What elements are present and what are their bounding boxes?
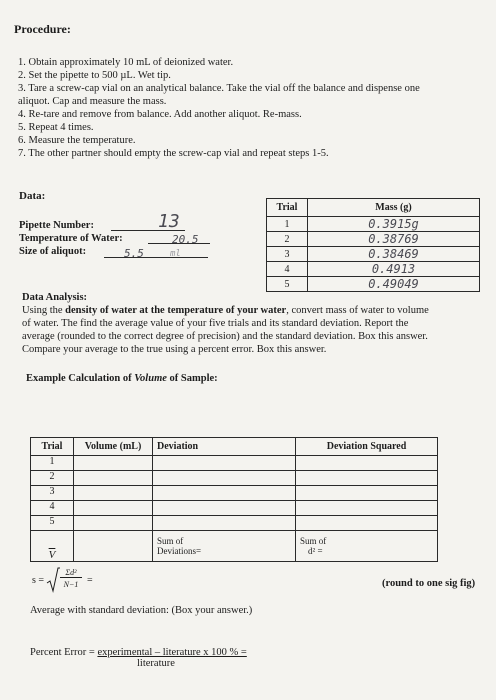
- mass-table: [266, 198, 480, 292]
- analysis-line-1: Using the density of water at the temperature of your water, convert mass of water to volume: [22, 305, 429, 316]
- mass-table-header-trial: Trial: [267, 199, 308, 217]
- std-dev-formula: s = Σd² N−1 =: [32, 567, 122, 595]
- dev-sq-cell[interactable]: [296, 501, 438, 516]
- dev-sq-cell[interactable]: [296, 486, 438, 501]
- dev-header-volume: Volume (mL): [74, 438, 153, 456]
- sum-dev-sq-cell: Sum of d² =: [296, 531, 438, 562]
- average-label: Average with standard deviation: (Box your answer.): [30, 605, 253, 616]
- table-row-summary: [31, 531, 438, 562]
- mass-value: 0.4913: [308, 262, 480, 277]
- deviation-cell[interactable]: [153, 486, 296, 501]
- dev-header-trial: Trial: [31, 438, 74, 456]
- analysis-text: [22, 304, 496, 356]
- mass-value: 0.49049: [308, 277, 480, 292]
- procedure-heading: Procedure:: [14, 22, 71, 36]
- aliquot-label: Size of aliquot:: [19, 246, 87, 257]
- deviation-cell[interactable]: [153, 456, 296, 471]
- analysis-line-2: of water. The find the average value of your five trials and its standard deviation. Report the: [22, 318, 409, 329]
- dev-sq-cell[interactable]: [296, 471, 438, 486]
- deviation-cell[interactable]: [153, 471, 296, 486]
- analysis-line-4: Compare your average to the true using a percent error. Box this answer.: [22, 344, 327, 355]
- volume-cell[interactable]: [74, 471, 153, 486]
- aliquot-value: 5.5: [124, 247, 144, 260]
- volume-cell[interactable]: [74, 456, 153, 471]
- table-row: 3 0.38469: [267, 247, 480, 262]
- average-volume-cell[interactable]: [74, 531, 153, 562]
- dev-sq-cell[interactable]: [296, 516, 438, 531]
- mass-table-header-mass: Mass (g): [308, 199, 480, 217]
- dev-sq-cell[interactable]: [296, 456, 438, 471]
- step-1: 1. Obtain approximately 10 mL of deionized water.: [18, 57, 234, 68]
- pipette-label: Pipette Number:: [19, 220, 94, 231]
- volume-cell[interactable]: [74, 486, 153, 501]
- table-row: 2: [31, 471, 438, 486]
- table-row: 4: [31, 501, 438, 516]
- table-row: 5 0.49049: [267, 277, 480, 292]
- average-volume-symbol: $\overline{V}$: [31, 531, 74, 562]
- mass-value: 0.38469: [308, 247, 480, 262]
- step-4: 4. Re-tare and remove from balance. Add another aliquot. Re-mass.: [18, 109, 302, 120]
- analysis-line-3: average (rounded to the correct degree of precision) and the standard deviation. Box this answer.: [22, 331, 428, 342]
- table-row: 5: [31, 516, 438, 531]
- temp-value: 20.5: [172, 233, 199, 246]
- procedure-steps: [18, 56, 496, 160]
- percent-error-formula: Percent Error = experimental – literature x 100 % =: [30, 647, 247, 658]
- step-5: 5. Repeat 4 times.: [18, 122, 94, 133]
- radical-sign-icon: [46, 567, 60, 593]
- mass-value: 0.38769: [308, 232, 480, 247]
- temp-label: Temperature of Water:: [19, 233, 123, 244]
- analysis-heading: Data Analysis:: [22, 292, 88, 303]
- step-6: 6. Measure the temperature.: [18, 135, 136, 146]
- percent-error-denominator: literature: [137, 658, 175, 669]
- table-row: 1: [31, 456, 438, 471]
- data-heading: Data:: [19, 190, 46, 202]
- dev-header-deviation: Deviation: [153, 438, 296, 456]
- step-7: 7. The other partner should empty the screw-cap vial and repeat steps 1-5.: [18, 148, 329, 159]
- table-row: 2 0.38769: [267, 232, 480, 247]
- step-2: 2. Set the pipette to 500 µL. Wet tip.: [18, 70, 171, 81]
- aliquot-line: [104, 257, 208, 258]
- step-3-cont: aliquot. Cap and measure the mass.: [18, 96, 167, 107]
- dev-header-deviation-squared: Deviation Squared: [296, 438, 438, 456]
- round-note: (round to one sig fig): [382, 578, 476, 589]
- aliquot-unit: ml: [170, 249, 181, 259]
- step-3: 3. Tare a screw-cap vial on an analytical balance. Take the vial off the balance and dispense one: [18, 83, 420, 94]
- deviation-cell[interactable]: [153, 501, 296, 516]
- volume-cell[interactable]: [74, 501, 153, 516]
- mass-value: 0.3915g: [308, 217, 480, 232]
- table-row: 4 0.4913: [267, 262, 480, 277]
- pipette-value: 13: [158, 211, 180, 232]
- table-row: 1 0.3915g: [267, 217, 480, 232]
- deviation-table: [30, 437, 438, 562]
- example-calculation-heading: Example Calculation of Volume of Sample:: [26, 373, 218, 384]
- table-row: 3: [31, 486, 438, 501]
- deviation-cell[interactable]: [153, 516, 296, 531]
- sum-deviations-cell: Sum of Deviations=: [153, 531, 296, 562]
- volume-cell[interactable]: [74, 516, 153, 531]
